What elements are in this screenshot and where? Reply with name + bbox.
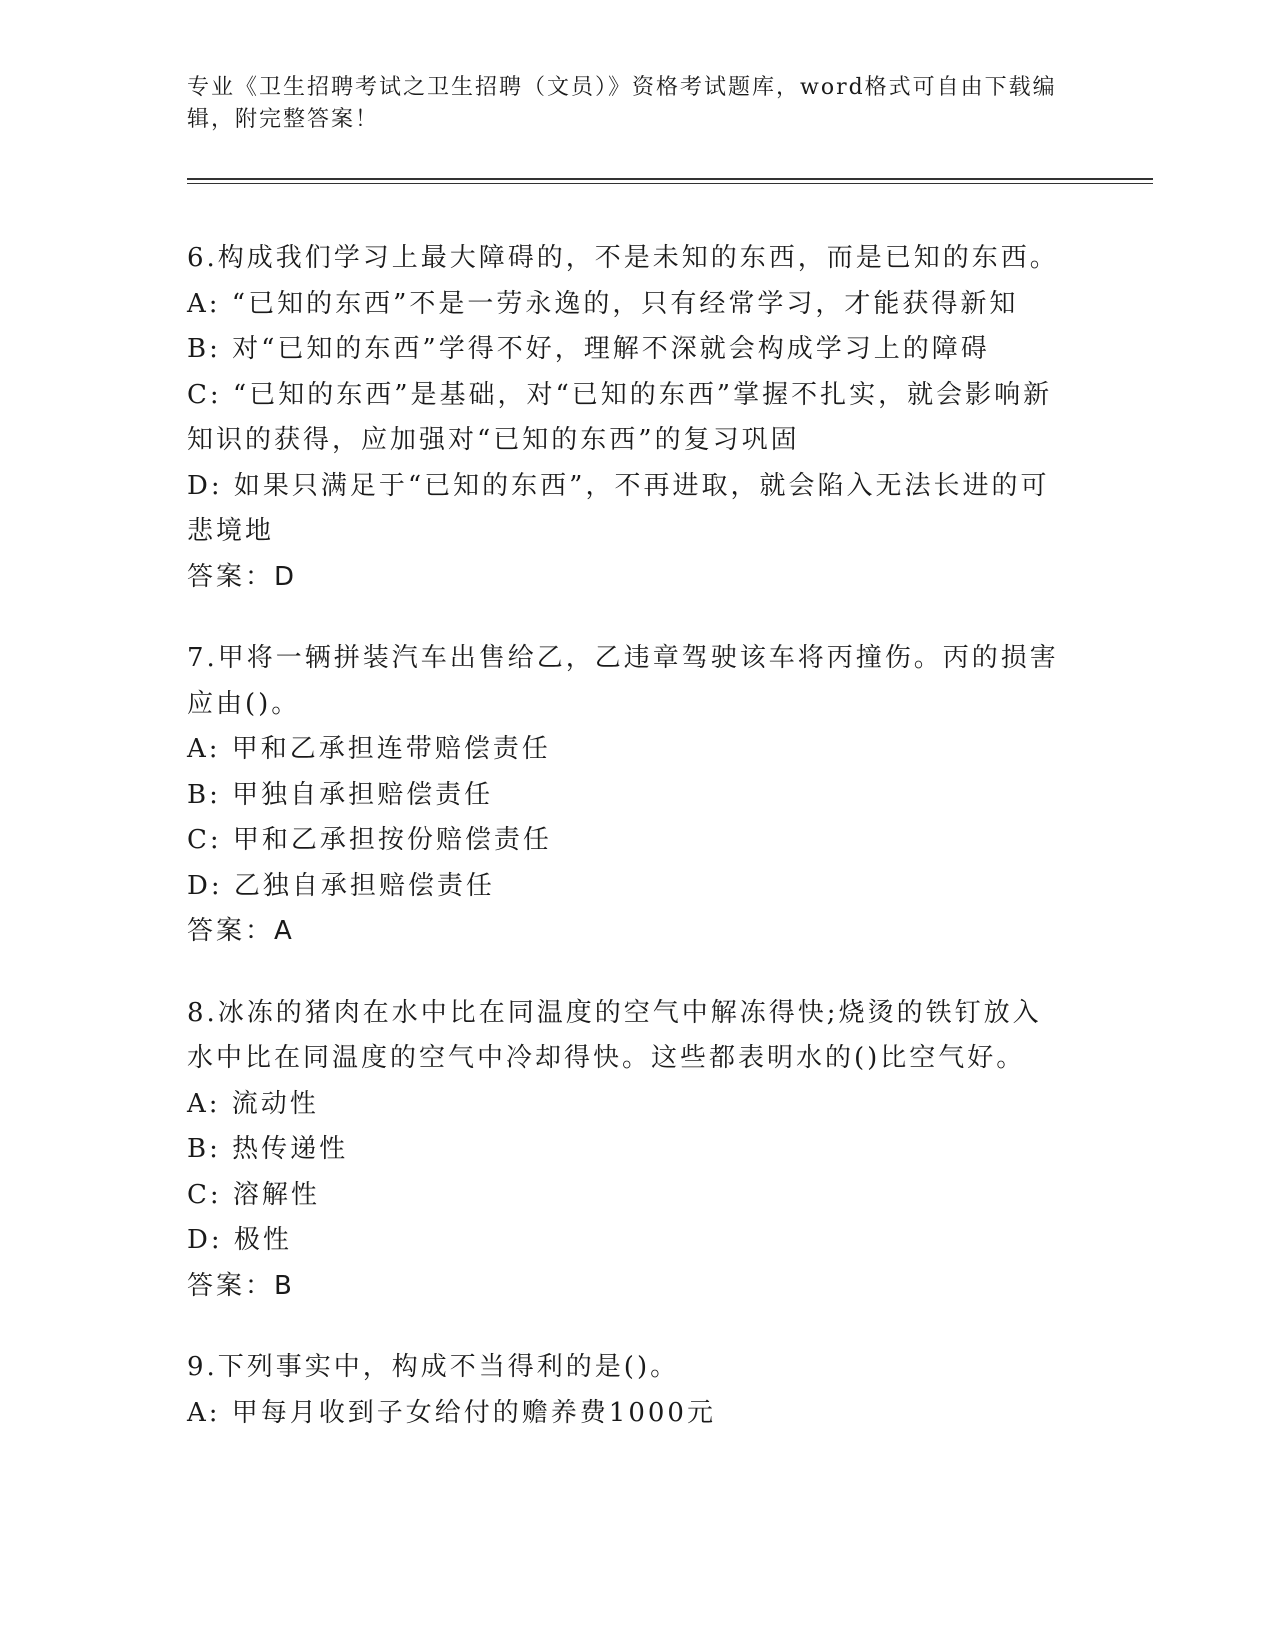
option-c: C: 甲和乙承担按份赔偿责任 <box>187 825 552 855</box>
option-a: A: 流动性 <box>187 1088 319 1119</box>
option-c: C: 溶解性 <box>187 1179 320 1210</box>
question-6 <box>187 236 1067 600</box>
option-d: D: 如果只满足于“已知的东西”，不再进取，就会陷入无法长进的可悲境地 <box>187 470 1050 546</box>
header-divider-thick <box>187 178 1153 180</box>
question-stem: 7.甲将一辆拼装汽车出售给乙，乙违章驾驶该车将丙撞伤。丙的损害应由()。 <box>187 643 1059 719</box>
answer-label: 答案：D <box>187 561 298 592</box>
option-b: B: 甲独自承担赔偿责任 <box>187 779 494 810</box>
header-divider-thin <box>187 183 1153 184</box>
option-d: D: 极性 <box>187 1225 292 1255</box>
option-b: B: 热传递性 <box>187 1134 349 1164</box>
question-stem: 8.冰冻的猪肉在水中比在同温度的空气中解冻得快;烧烫的铁钉放入水中比在同温度的空气中冷却得快。这些都表明水的()比空气好。 <box>187 997 1042 1073</box>
option-a: A: 甲和乙承担连带赔偿责任 <box>187 734 551 764</box>
option-d: D: 乙独自承担赔偿责任 <box>187 870 495 901</box>
document-header: 专业《卫生招聘考试之卫生招聘（文员）》资格考试题库，word格式可自由下载编辑，附完整答案！ <box>187 75 1057 132</box>
question-7 <box>187 636 1067 955</box>
answer-label: 答案：A <box>187 916 295 946</box>
question-9 <box>187 1345 1067 1436</box>
question-8 <box>187 991 1067 1310</box>
option-a: A: “已知的东西”不是一劳永逸的，只有经常学习，才能获得新知 <box>187 288 1019 319</box>
option-c: C: “已知的东西”是基础，对“已知的东西”掌握不扎实，就会影响新知识的获得，应加强对“已知的东西”的复习巩固 <box>187 379 1053 455</box>
question-stem: 9.下列事实中，构成不当得利的是()。 <box>187 1352 680 1382</box>
question-stem: 6.构成我们学习上最大障碍的，不是未知的东西，而是已知的东西。 <box>187 243 1059 273</box>
question-list <box>187 236 1067 1472</box>
answer-label: 答案：B <box>187 1270 295 1301</box>
option-b: B: 对“已知的东西”学得不好，理解不深就会构成学习上的障碍 <box>187 334 990 364</box>
option-a: A: 甲每月收到子女给付的赡养费1000元 <box>187 1397 716 1428</box>
